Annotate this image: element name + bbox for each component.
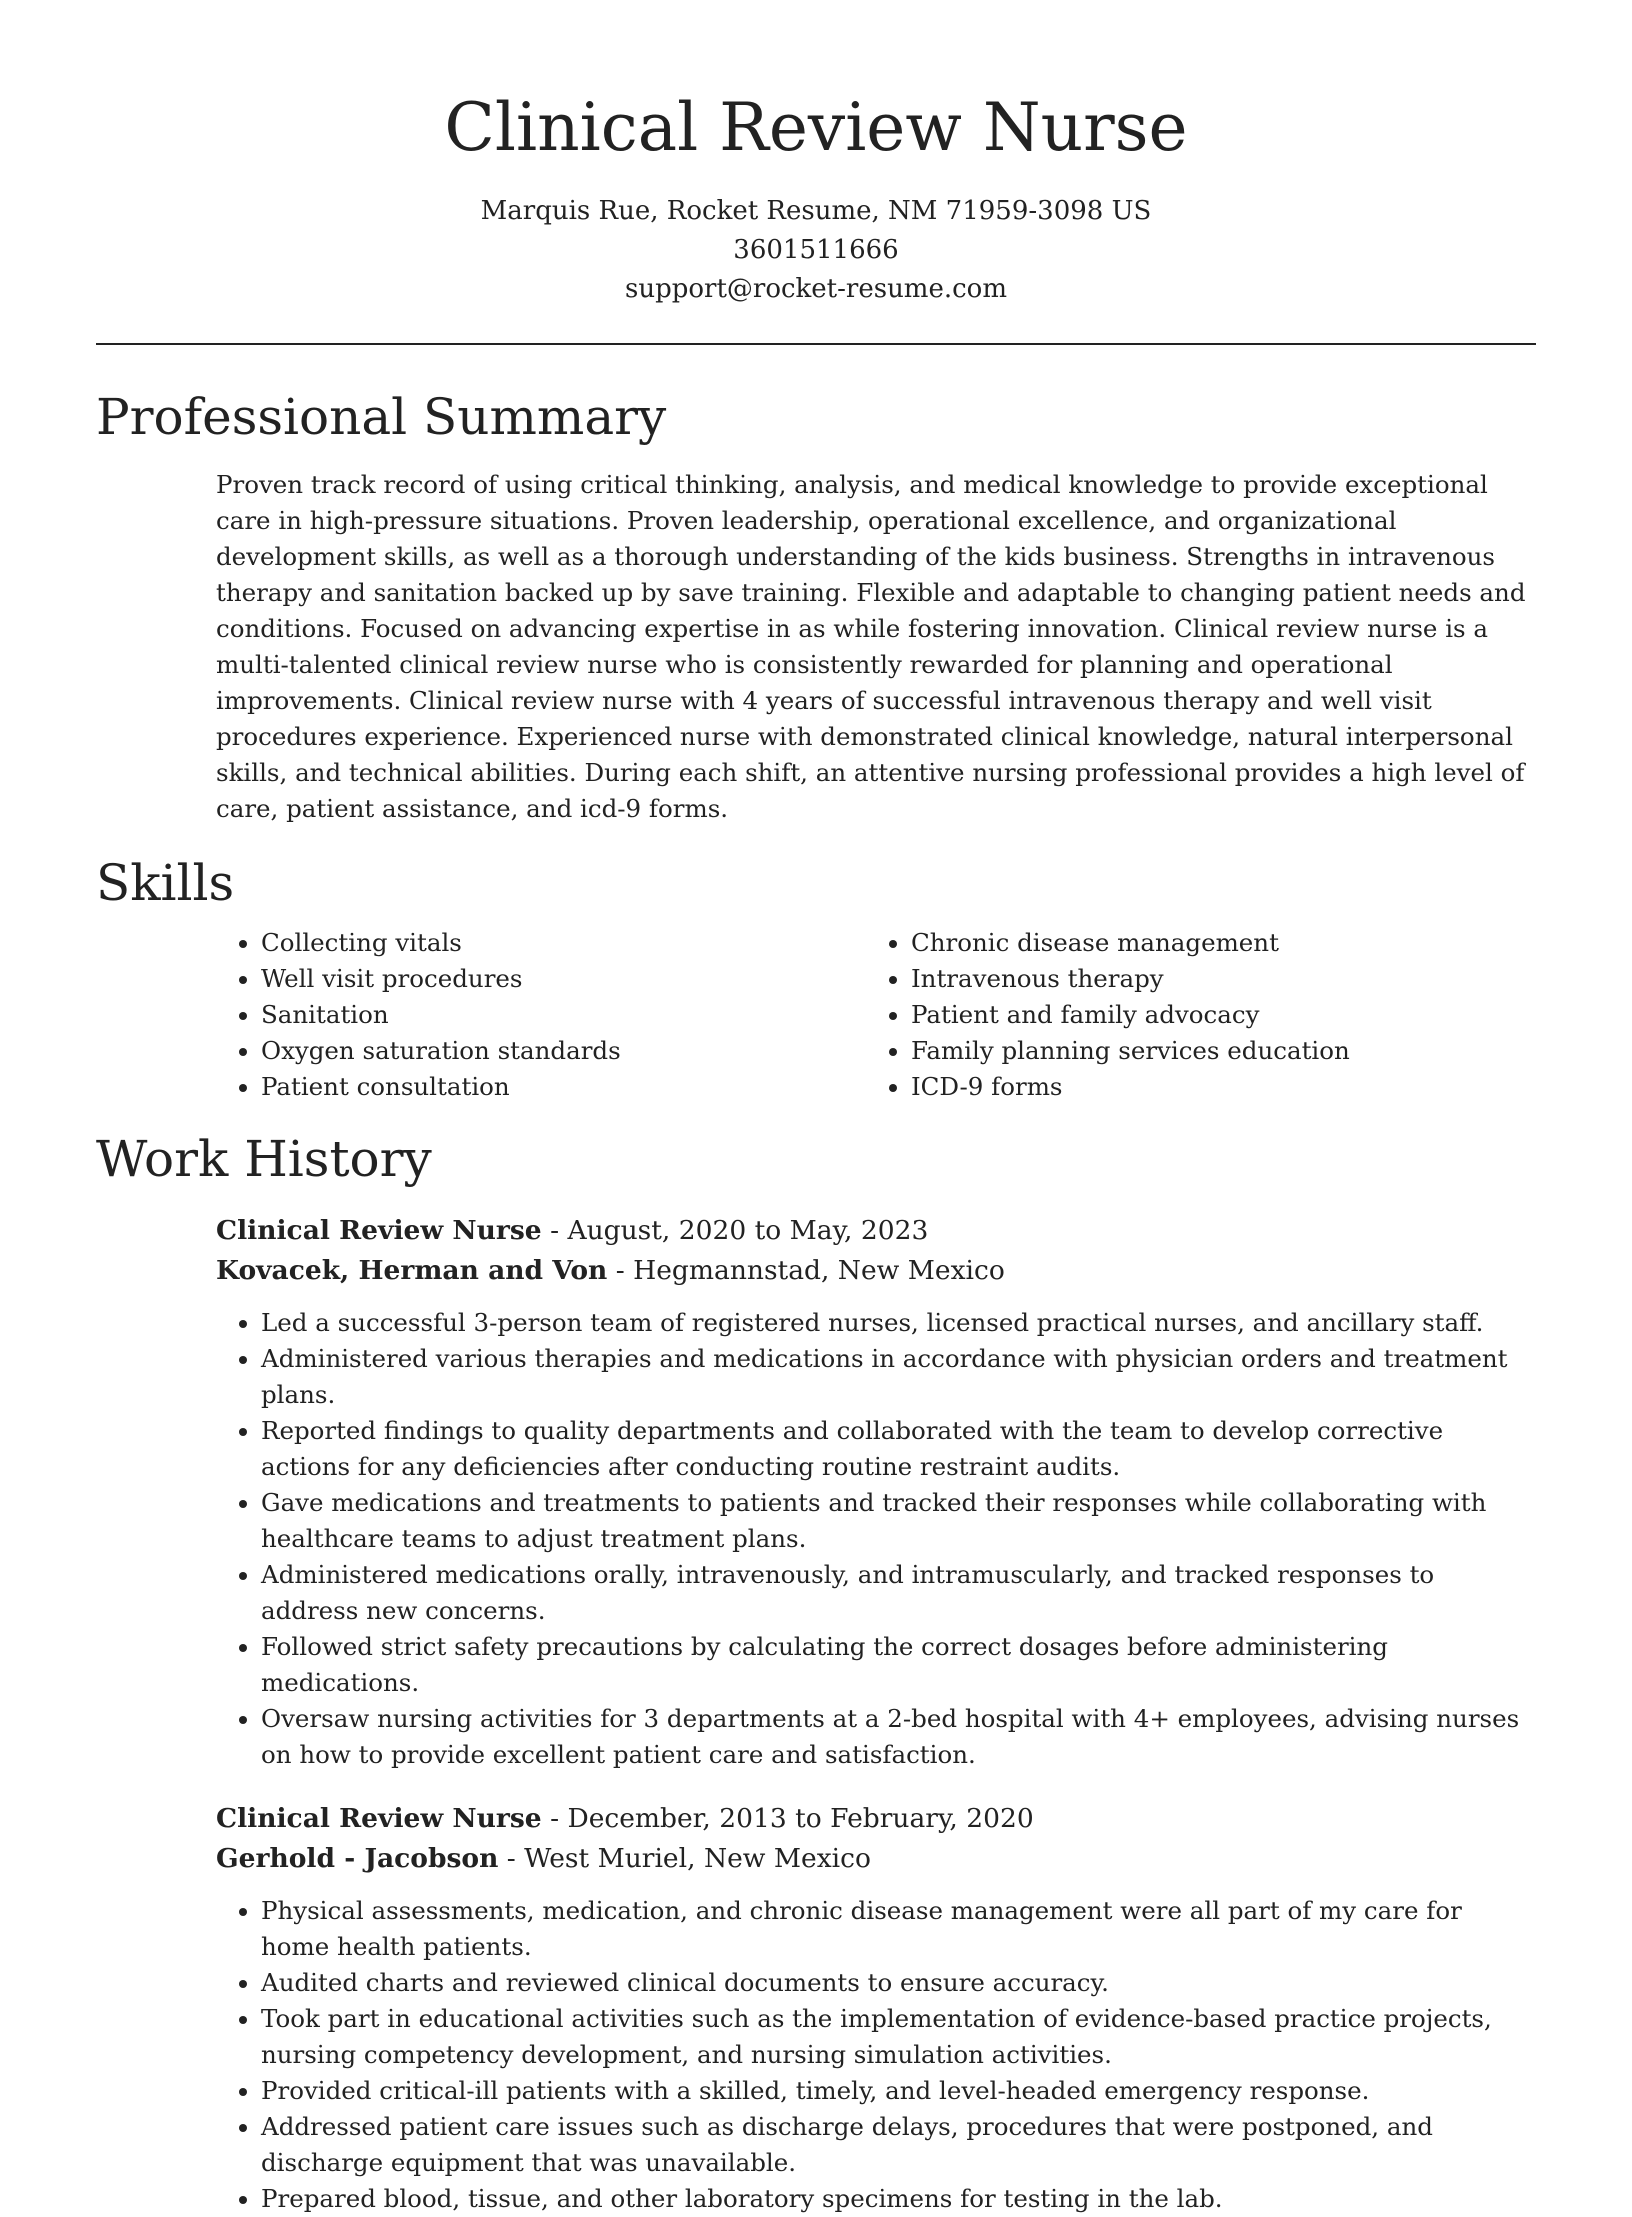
skill-item: • Patient consultation bbox=[261, 1069, 866, 1105]
skill-item: • Intravenous therapy bbox=[911, 961, 1516, 997]
job-bullet: • Audited charts and reviewed clinical documents to ensure accuracy. bbox=[261, 1965, 1536, 2001]
work-history-heading: Work History bbox=[96, 1130, 432, 1188]
job-bullet: • Physical assessments, medication, and chronic disease management were all part of my care for home health patients. bbox=[261, 1893, 1536, 1965]
job-bullet: • Prepared blood, tissue, and other laboratory specimens for testing in the lab. bbox=[261, 2181, 1536, 2217]
job-bullets bbox=[216, 1893, 1536, 2217]
contact-address: Marquis Rue, Rocket Resume, NM 71959-3098 US bbox=[480, 196, 1152, 226]
resume-header bbox=[96, 0, 1536, 309]
skill-item: • Sanitation bbox=[261, 997, 866, 1033]
job-company: Gerhold - Jacobson bbox=[216, 1843, 499, 1874]
job-bullet: • Provided critical-ill patients with a skilled, timely, and level-headed emergency response. bbox=[261, 2073, 1536, 2109]
contact-phone: 3601511666 bbox=[733, 235, 899, 265]
job-company-line bbox=[216, 1251, 1536, 1291]
job-title-line bbox=[216, 1799, 1536, 1839]
job-entry bbox=[216, 1799, 1536, 2217]
skills-column-left bbox=[216, 925, 866, 1105]
job-bullet: • Oversaw nursing activities for 3 departments at a 2-bed hospital with 4+ employees, advising nurses on how to provide excellent patient care and satisfaction. bbox=[261, 1701, 1536, 1773]
contact-email: support@rocket-resume.com bbox=[624, 274, 1007, 304]
job-bullet: • Led a successful 3-person team of registered nurses, licensed practical nurses, and ancillary staff. bbox=[261, 1305, 1536, 1341]
skill-item: • ICD-9 forms bbox=[911, 1069, 1516, 1105]
job-company-line bbox=[216, 1839, 1536, 1879]
job-company: Kovacek, Herman and Von bbox=[216, 1255, 608, 1286]
job-bullet: • Gave medications and treatments to patients and tracked their responses while collaborating with healthcare teams to adjust treatment plans. bbox=[261, 1485, 1536, 1557]
summary-heading: Professional Summary bbox=[96, 388, 667, 446]
job-position: Clinical Review Nurse bbox=[216, 1803, 542, 1834]
job-position: Clinical Review Nurse bbox=[216, 1215, 542, 1246]
job-bullet: • Took part in educational activities such as the implementation of evidence-based practice projects, nursing competency development, and nursing simulation activities. bbox=[261, 2001, 1536, 2073]
job-bullet: • Administered medications orally, intravenously, and intramuscularly, and tracked responses to address new concerns. bbox=[261, 1557, 1536, 1629]
skills-heading: Skills bbox=[96, 854, 235, 912]
candidate-name: Clinical Review Nurse bbox=[444, 89, 1188, 166]
job-entry bbox=[216, 1211, 1536, 1773]
job-location: - Hegmannstad, New Mexico bbox=[607, 1255, 1005, 1286]
job-bullet: • Followed strict safety precautions by calculating the correct dosages before administering medications. bbox=[261, 1629, 1536, 1701]
job-dates: - August, 2020 to May, 2023 bbox=[541, 1215, 929, 1246]
skill-item: • Well visit procedures bbox=[261, 961, 866, 997]
skill-item: • Chronic disease management bbox=[911, 925, 1516, 961]
job-bullet: • Addressed patient care issues such as discharge delays, procedures that were postponed, and discharge equipment that was unavailable. bbox=[261, 2109, 1536, 2181]
header-divider bbox=[96, 343, 1536, 345]
job-location: - West Muriel, New Mexico bbox=[498, 1843, 871, 1874]
skill-item: • Family planning services education bbox=[911, 1033, 1516, 1069]
job-bullets bbox=[216, 1305, 1536, 1773]
skill-item: • Oxygen saturation standards bbox=[261, 1033, 866, 1069]
job-dates: - December, 2013 to February, 2020 bbox=[541, 1803, 1034, 1834]
skills-column-right bbox=[866, 925, 1516, 1105]
job-bullet: • Administered various therapies and medications in accordance with physician orders and treatment plans. bbox=[261, 1341, 1536, 1413]
resume-page bbox=[96, 0, 1536, 2217]
skill-item: • Collecting vitals bbox=[261, 925, 866, 961]
skills-list bbox=[216, 925, 1536, 1105]
job-title-line bbox=[216, 1211, 1536, 1251]
summary-text: Proven track record of using critical thinking, analysis, and medical knowledge to provide exceptional care in high-pressure situations. Proven leadership, operational excellence, and organizational development skills, as well as a thorough understanding of the kids business. Strengths in intravenous therapy and sanitation backed up by save training. Flexible and adaptable to changing patient needs and conditions. Focused on advancing expertise in as while fostering innovation. Clinical review nurse is a multi-talented clinical review nurse who is consistently rewarded for planning and operational improvements. Clinical review nurse with 4 years of successful intravenous therapy and well visit procedures experience. Experienced nurse with demonstrated clinical knowledge, natural interpersonal skills, and technical abilities. During each shift, an attentive nursing professional provides a high level of care, patient assistance, and icd-9 forms. bbox=[216, 470, 1526, 823]
skill-item: • Patient and family advocacy bbox=[911, 997, 1516, 1033]
job-bullet: • Reported findings to quality departments and collaborated with the team to develop corrective actions for any deficiencies after conducting routine restraint audits. bbox=[261, 1413, 1536, 1485]
